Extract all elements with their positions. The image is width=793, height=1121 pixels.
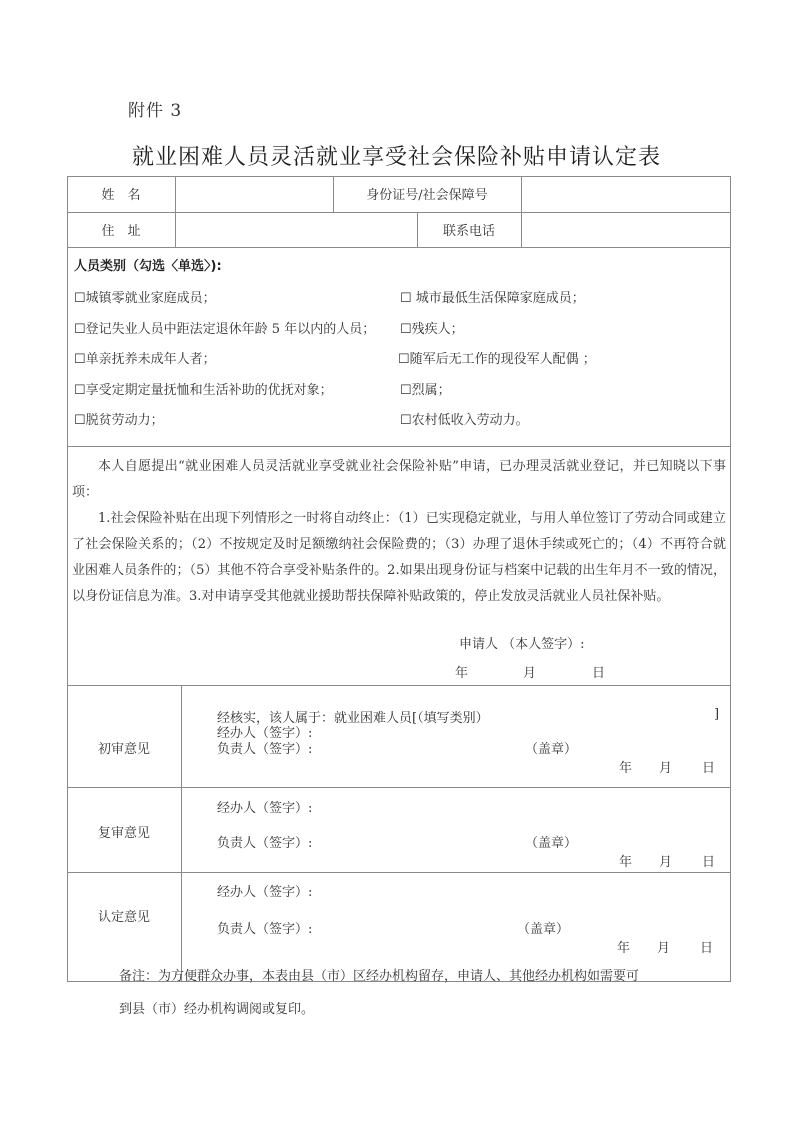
checkbox-icon[interactable]: ☐ (400, 413, 412, 428)
checkbox-icon[interactable]: ☐ (74, 383, 86, 398)
option-label: 城市最低生活保障家庭成员； (411, 291, 585, 306)
responsible-signature-label: 负责人（签字）: (217, 922, 313, 937)
date-year-label: 年 (619, 855, 633, 870)
category-option[interactable] (74, 287, 216, 306)
row-divider (67, 446, 731, 447)
date-year-label: 年 (619, 761, 633, 776)
note-line-2: 到县（市）经办机构调阅或复印。 (119, 1002, 315, 1017)
address-field[interactable] (176, 213, 417, 247)
review-initial-label: 初审意见 (97, 742, 150, 757)
checkbox-icon[interactable]: ☐ (400, 291, 412, 306)
handler-signature-label: 经办人（签字）: (217, 801, 313, 816)
handler-signature-label: 经办人（签字）: (217, 726, 313, 741)
responsible-signature-label: 负责人（签字）: (217, 742, 313, 757)
name-label: 姓 名 (101, 188, 141, 203)
seal-label: （盖章） (525, 836, 578, 851)
id-number-label: 身份证号/社会保障号 (366, 188, 488, 203)
checkbox-icon[interactable]: ☐ (74, 291, 86, 306)
option-label: 登记失业人员中距法定退休年龄 5 年以内的人员； (85, 322, 376, 337)
date-month-label: 月 (659, 761, 673, 776)
date-day-label: 日 (592, 666, 606, 681)
phone-field[interactable] (522, 213, 730, 247)
note-line-1: 备注：为方便群众办事，本表由县（市）区经办机构留存，申请人、其他经办机构如需要可 (119, 969, 640, 984)
category-option[interactable] (400, 379, 451, 398)
category-heading: 人员类别（勾选〈单选〉): (74, 259, 222, 274)
row-divider (67, 787, 731, 788)
option-label: 残疾人； (411, 322, 464, 337)
date-month-label: 月 (657, 941, 671, 956)
declaration-intro: 本人自愿提出“就业困难人员灵活就业享受就业社会保险补贴”申请，已办理灵活就业登记，并已知晓以下事项： (72, 459, 726, 500)
row-divider (67, 685, 731, 686)
row-divider (67, 247, 731, 248)
option-label: 烈属； (411, 383, 451, 398)
attachment-label: 附件 3 (128, 101, 183, 121)
date-year-label: 年 (455, 666, 469, 681)
option-label: 农村低收入劳动力。 (411, 413, 529, 428)
declaration-terms: 1.社会保险补贴在出现下列情形之一时将自动终止：（1）已实现稳定就业，与用人单位签订了劳动合同或建立了社会保险关系的；（2）不按规定及时足额缴纳社会保险费的；（3）办理了退休手续或死亡的；（4）不再符合就业困难人员条件的；（5）其他不符合享受补贴条件的。2.如果出现身份证与档案中记载的出生年月不一致的情况，以身份证信息为准。3.对申请享受其他就业援助帮扶保障补贴政策的，停止发放灵活就业人员社保补贴。 (72, 511, 726, 604)
category-option[interactable] (400, 409, 529, 428)
category-option[interactable] (74, 379, 333, 398)
category-option[interactable] (74, 348, 216, 367)
review-final-label: 认定意见 (97, 910, 150, 925)
id-number-field[interactable] (522, 177, 730, 212)
category-option[interactable] (74, 409, 164, 428)
table-border-right (730, 176, 731, 982)
review-second-label: 复审意见 (97, 826, 150, 841)
category-option[interactable] (400, 318, 464, 337)
date-day-label: 日 (702, 761, 716, 776)
date-day-label: 日 (700, 941, 714, 956)
responsible-signature-label: 负责人（签字）: (217, 836, 313, 851)
row-divider (67, 872, 731, 873)
checkbox-icon[interactable]: ☐ (398, 352, 410, 367)
checkbox-icon[interactable]: ☐ (74, 322, 86, 337)
checkbox-icon[interactable]: ☐ (400, 322, 412, 337)
applicant-signature-field[interactable] (590, 630, 720, 650)
checkbox-icon[interactable]: ☐ (74, 352, 86, 367)
seal-label: （盖章） (517, 922, 570, 937)
table-border-left (67, 176, 68, 982)
checkbox-icon[interactable]: ☐ (74, 413, 86, 428)
option-label: 单亲抚养未成年人者； (85, 352, 216, 367)
option-label: 随军后无工作的现役军人配偶 ； (409, 352, 596, 367)
option-label: 脱贫劳动力； (85, 413, 164, 428)
date-day-label: 日 (702, 855, 716, 870)
category-option[interactable] (400, 287, 585, 306)
col-divider (181, 685, 182, 981)
address-label: 住 址 (101, 224, 141, 239)
category-option[interactable] (398, 348, 596, 367)
checkbox-icon[interactable]: ☐ (400, 383, 412, 398)
verify-bracket-close: ] (714, 707, 720, 722)
form-title: 就业困难人员灵活就业享受社会保险补贴申请认定表 (131, 145, 661, 170)
applicant-signature-label: 申请人 （本人签字）: (459, 637, 585, 652)
option-label: 享受定期定量抚恤和生活补助的优抚对象； (85, 383, 333, 398)
option-label: 城镇零就业家庭成员； (85, 291, 216, 306)
date-month-label: 月 (659, 855, 673, 870)
category-fill-field[interactable] (500, 705, 700, 723)
date-year-label: 年 (617, 941, 631, 956)
verify-category-text: 经核实，该人属于：就业困难人员[（填写类别） (217, 711, 489, 726)
category-option[interactable] (74, 318, 375, 337)
name-field[interactable] (176, 177, 333, 212)
handler-signature-label: 经办人（签字）: (217, 885, 313, 900)
phone-label: 联系电话 (442, 224, 495, 239)
seal-label: （盖章） (525, 742, 578, 757)
date-month-label: 月 (523, 666, 537, 681)
